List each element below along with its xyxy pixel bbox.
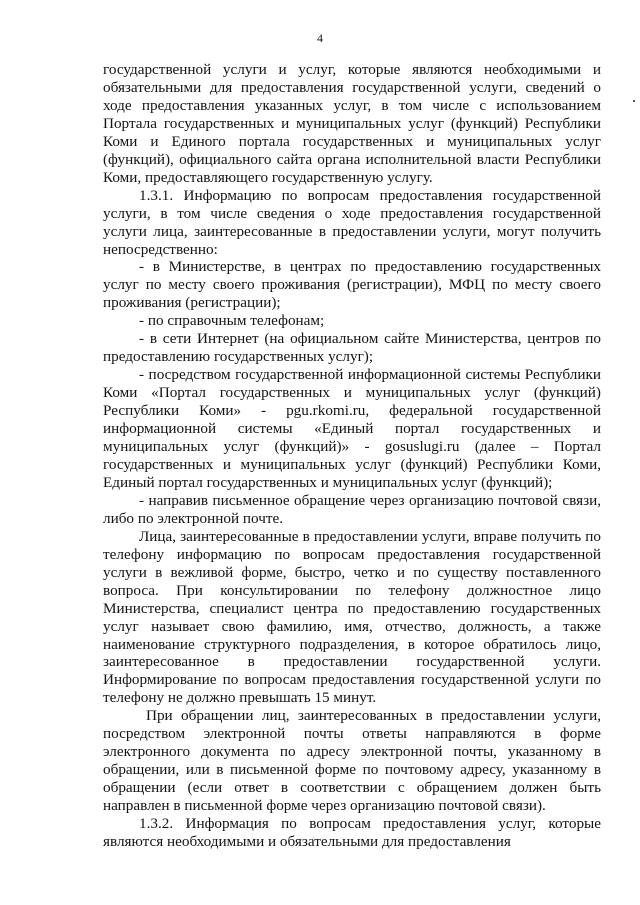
list-item-portal: - посредством государственной информационной системы Республики Коми «Портал государственных и муниципальных услуг (функций) Республики Коми» - pgu.rkomi.ru, федеральной государственной информационной системы «Единый портал государственных и муниципальных услуг (функций)» - gosuslugi.ru (далее – Портал государственных и муниципальных услуг (функций) Республики Коми, Единый портал государственных и муниципальных услуг (функций); (103, 366, 601, 491)
paragraph-1-3-1: 1.3.1. Информацию по вопросам предоставления государственной услуги, в том числе сведения о ходе предоставления государственной услуги лица, заинтересованные в предоставлении услуги, могут получить непосредственно: (103, 186, 601, 258)
paragraph-continuation: государственной услуги и услуг, которые являются необходимыми и обязательными для предоставления государственной услуги, сведений о ходе предоставления указанных услуг, в том числе с использованием Портала государственных и муниципальных услуг (функций) Республики Коми и Единого портала государственных и муниципальных услуг (функций), официального сайта органа исполнительной власти Республики Коми, предоставляющего государственную услугу. (103, 61, 601, 186)
paragraph-1-3-2: 1.3.2. Информация по вопросам предоставления услуг, которые являются необходимыми и обязательными для предоставления (103, 815, 601, 850)
scan-speck (633, 100, 635, 102)
list-item-ministry: - в Министерстве, в центрах по предоставлению государственных услуг по месту своего проживания (регистрации), МФЦ по месту своего проживания (регистрации); (103, 258, 601, 312)
page-number: 4 (317, 31, 323, 45)
list-item-internet: - в сети Интернет (на официальном сайте Министерства, центров по предоставлению государственных услуг); (103, 330, 601, 366)
document-body (103, 61, 601, 851)
paragraph-phone-consulting: Лица, заинтересованные в предоставлении услуги, вправе получить по телефону информацию по вопросам предоставления государственной услуги в вежливой форме, быстро, четко и по существу поставленного вопроса. При консультировании по телефону должностное лицо Министерства, специалист центра по предоставлению государственных услуг называет свою фамилию, имя, отчество, должность, а также наименование структурного подразделения, в которое обратилось лицо, заинтересованное в предоставлении государственной услуги. Информирование по вопросам предоставления государственной услуги по телефону не должно превышать 15 минут. (103, 527, 601, 707)
paragraph-email-requests: При обращении лиц, заинтересованных в предоставлении услуги, посредством электронной почты ответы направляются в форме электронного документа по адресу электронной почты, указанному в обращении, или в письменной форме по почтовому адресу, указанному в обращении (если ответ в соответствии с обращением должен быть направлен в письменной форме через организацию почтовой связи). (103, 707, 601, 815)
list-item-phones: - по справочным телефонам; (139, 312, 325, 330)
list-item-mail: - направив письменное обращение через организацию почтовой связи, либо по электронной почте. (103, 491, 601, 527)
